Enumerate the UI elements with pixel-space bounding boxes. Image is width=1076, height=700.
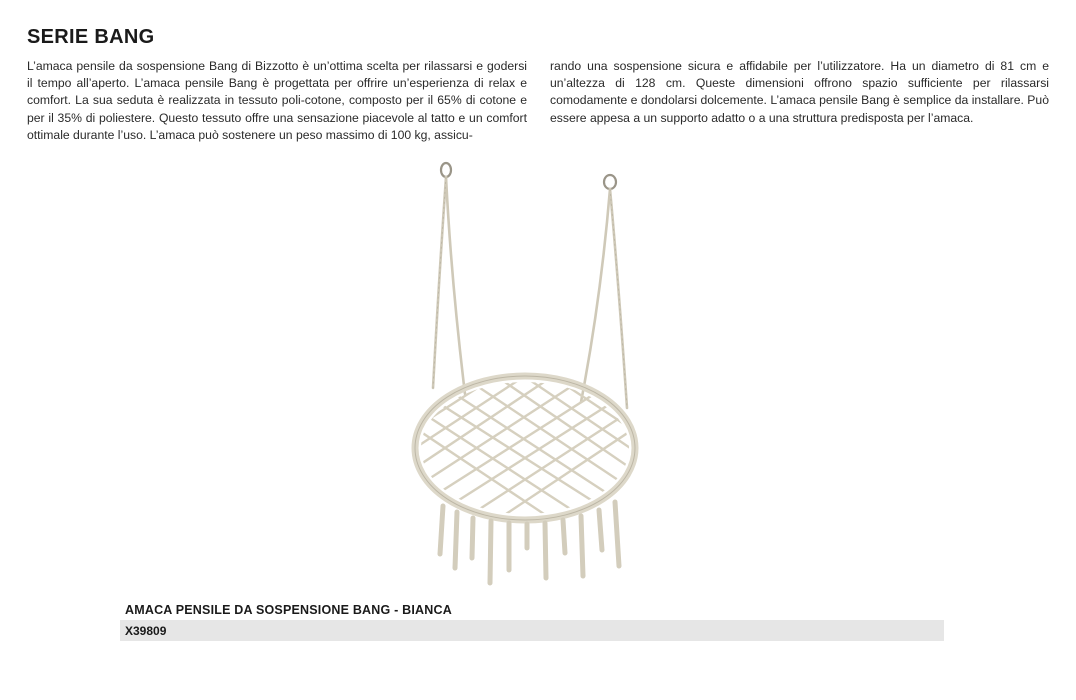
hanging-ring-left [441,163,451,177]
seat-fringes [440,502,619,583]
hanging-ring-right [604,175,616,189]
product-code: X39809 [125,624,167,638]
page-title: SERIE BANG [27,26,155,48]
product-name: AMACA PENSILE DA SOSPENSIONE BANG - BIANCA [125,603,452,617]
product-code-bar [120,620,944,641]
hanging-chair-image [395,158,655,588]
description-left-column: L’amaca pensile da sospensione Bang di Bizzotto è un’ottima scelta per rilassarsi e godersi il tempo all’aperto. L’amaca pensile Bang è progettata per offrire un’esperienza di relax e comfort. La sua seduta è realizzata in tessuto poli-cotone, composto per il 65% di cotone e per il 35% di poliestere. Questo tessuto offre una sensazione piacevole al tatto e un comfort ottimale durante l’uso. L’amaca può sostenere un peso massimo di 100 kg, assicu- [27,59,527,142]
description-right-column: rando una sospensione sicura e affidabile per l’utilizzatore. Ha un diametro di 81 cm e un’altezza di 128 cm. Queste dimensioni offrono spazio sufficiente per rilassarsi comodamente e dondolarsi dolcemente. L’amaca pensile Bang è semplice da installare. Può essere appesa a un supporto adatto o a una struttura predisposta per l’amaca. [550,59,1049,125]
